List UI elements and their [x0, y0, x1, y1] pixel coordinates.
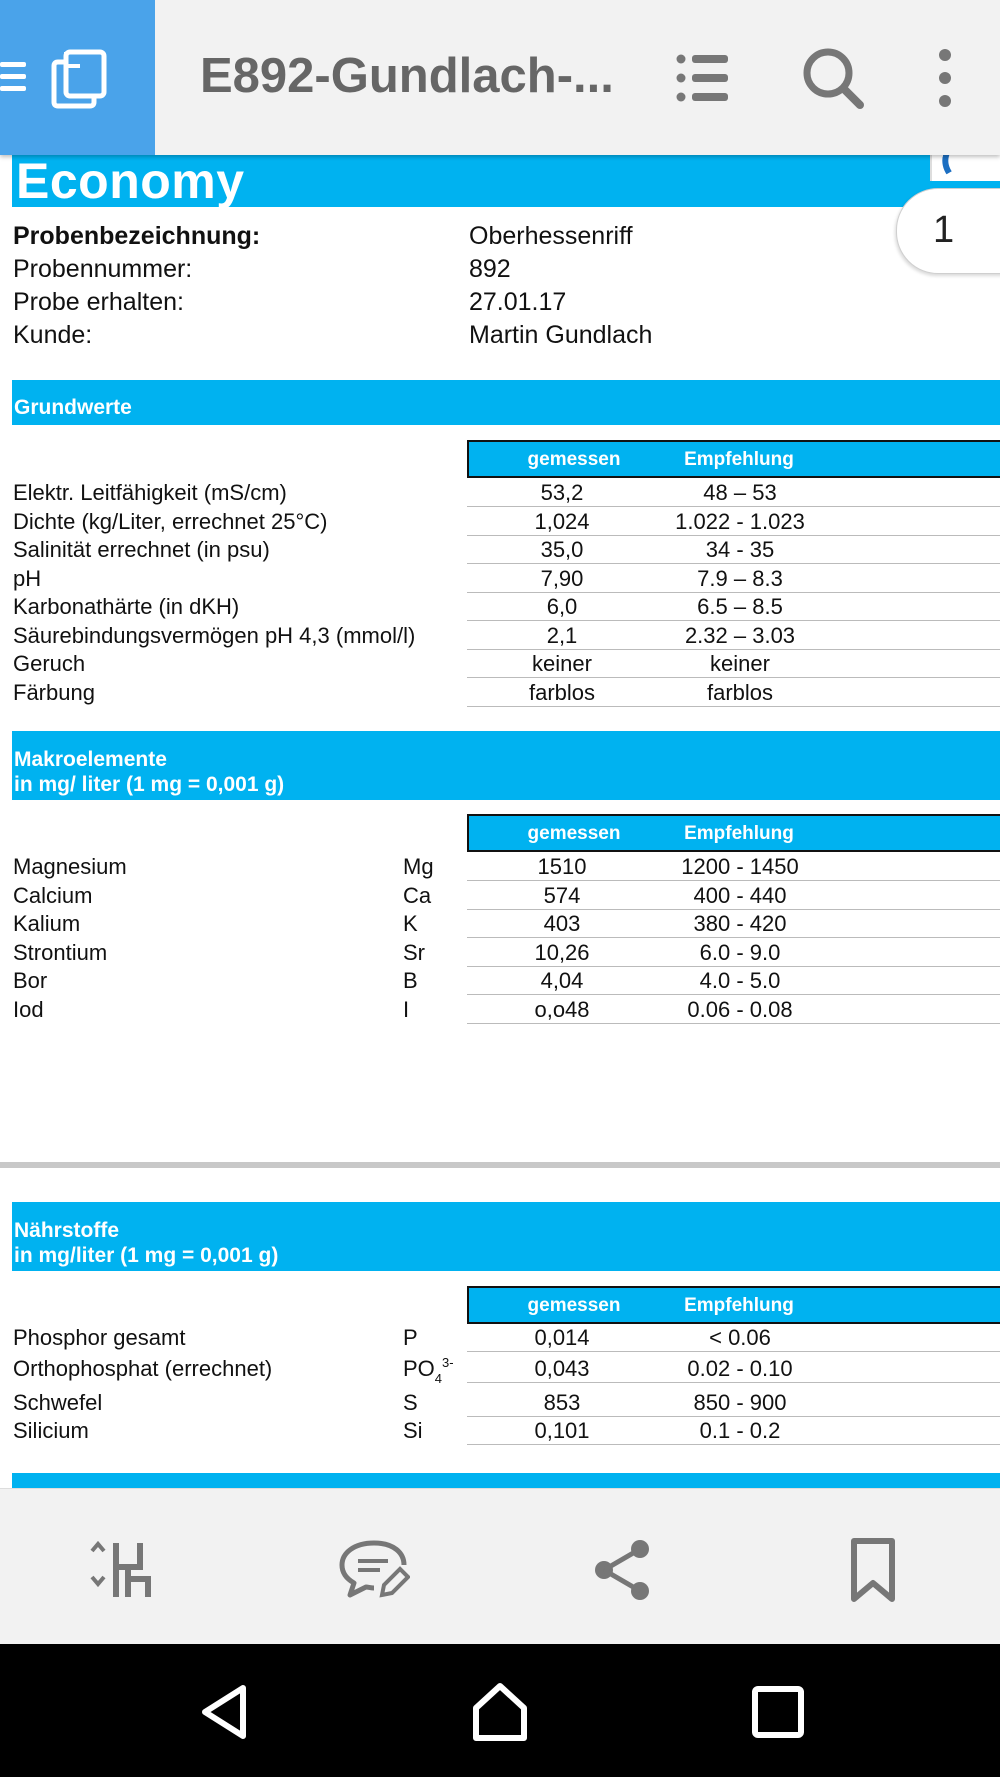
row-label: Salinität errechnet (in psu)	[13, 537, 270, 562]
row-label: Säurebindungsvermögen pH 4,3 (mmol/l)	[13, 622, 416, 648]
row-label: Orthophosphat (errechnet)	[13, 1356, 273, 1381]
element-symbol	[403, 1390, 418, 1416]
measured-value: o,o48	[534, 996, 590, 1022]
table-row	[0, 1417, 1000, 1445]
measured-value: 0,014	[534, 1325, 590, 1350]
symbol-text: Mg	[403, 854, 434, 879]
table-row	[0, 622, 1000, 650]
share-icon[interactable]	[590, 1537, 660, 1603]
row-label: Elektr. Leitfähigkeit (mS/cm)	[13, 480, 287, 505]
recommended-value: keiner	[710, 651, 770, 676]
row-label: Phosphor gesamt	[13, 1325, 186, 1350]
row-label: Schwefel	[13, 1390, 103, 1415]
row-label: Calcium	[13, 882, 93, 908]
measured-value: 35,0	[540, 537, 584, 562]
element-symbol	[403, 1355, 454, 1386]
document-viewer[interactable]	[0, 155, 1000, 1490]
recents-icon[interactable]	[748, 1682, 808, 1742]
symbol-subscript: 4	[434, 1371, 443, 1386]
economy-title: Economy	[16, 155, 245, 209]
recommended-value: 0.02 - 0.10	[687, 1356, 793, 1381]
info-label: Probennummer:	[13, 255, 193, 283]
table-row	[0, 1324, 1000, 1352]
row-divider	[467, 1351, 1000, 1352]
recommended-value: 400 - 440	[693, 882, 787, 908]
recommended-value: 380 - 420	[693, 911, 787, 936]
symbol-text: PO	[403, 1356, 435, 1381]
list-icon[interactable]	[670, 45, 736, 111]
recommended-value: 6.0 - 9.0	[699, 939, 781, 965]
measured-value: 403	[543, 911, 581, 936]
recommended-value: 34 - 35	[705, 537, 775, 562]
column-header-measured: gemessen	[527, 823, 621, 844]
table-row	[0, 508, 1000, 536]
element-symbol	[403, 997, 409, 1023]
page-number: 1	[933, 209, 955, 251]
page-number-badge	[896, 188, 1000, 274]
recommended-value: 7.9 – 8.3	[697, 565, 783, 591]
measured-value: 6,0	[546, 594, 578, 619]
search-icon[interactable]	[800, 45, 866, 111]
measured-value: farblos	[528, 679, 596, 705]
row-divider	[467, 1023, 1000, 1024]
recommended-value: 1.022 - 1.023	[675, 508, 805, 534]
symbol-text: B	[403, 968, 418, 993]
symbol-text: P	[403, 1325, 418, 1350]
table-row	[0, 650, 1000, 678]
section-title: Nährstoffe	[14, 1219, 120, 1242]
app-bar	[0, 0, 1000, 155]
row-label: Magnesium	[13, 854, 127, 879]
measured-value: 1,024	[534, 508, 590, 534]
row-divider	[467, 706, 1000, 707]
hamburger-icon[interactable]	[0, 62, 26, 92]
measured-value: 574	[543, 882, 581, 908]
column-header-recommended: Empfehlung	[684, 449, 794, 470]
symbol-text: K	[403, 911, 418, 936]
measured-value: keiner	[532, 651, 592, 676]
document-icon	[50, 48, 110, 110]
recommended-value: 0.1 - 0.2	[699, 1418, 781, 1443]
recommended-value: 0.06 - 0.08	[687, 996, 793, 1022]
info-label: Probe erhalten:	[13, 288, 184, 316]
row-label: Strontium	[13, 939, 108, 965]
measured-value: 7,90	[540, 565, 584, 591]
table-row	[0, 593, 1000, 621]
page-separator	[0, 1162, 1000, 1168]
table-row	[0, 939, 1000, 967]
column-header-recommended: Empfehlung	[684, 823, 794, 844]
measured-value: 10,26	[534, 939, 590, 965]
column-header-measured: gemessen	[527, 449, 621, 470]
table-row	[0, 910, 1000, 938]
row-label: Dichte (kg/Liter, errechnet 25°C)	[13, 508, 328, 534]
table-row	[0, 565, 1000, 593]
section-subtitle: in mg/liter (1 mg = 0,001 g)	[14, 1244, 279, 1267]
row-label: pH	[13, 565, 42, 591]
row-label: Silicium	[13, 1418, 89, 1443]
recommended-value: < 0.06	[709, 1325, 771, 1350]
section-banner-makroelemente	[12, 731, 1000, 800]
table-row	[0, 882, 1000, 910]
document-title: E892-Gundlach-...	[200, 49, 614, 103]
element-symbol	[403, 883, 431, 909]
info-value: Oberhessenriff	[469, 222, 633, 250]
table-row	[0, 1355, 1000, 1386]
symbol-text: S	[403, 1390, 418, 1415]
measured-value: 1510	[537, 854, 587, 879]
info-value: 892	[469, 255, 511, 283]
element-symbol	[403, 940, 425, 966]
element-symbol	[403, 1418, 423, 1444]
bookmark-icon[interactable]	[838, 1537, 908, 1603]
measured-value: 853	[543, 1390, 581, 1415]
column-header-measured: gemessen	[527, 1295, 621, 1316]
system-nav-bar	[0, 1644, 1000, 1777]
table-row	[0, 853, 1000, 881]
section-title: Grundwerte	[14, 396, 132, 419]
element-symbol	[403, 1325, 418, 1351]
recommended-value: 48 – 53	[703, 480, 777, 505]
row-label: Karbonathärte (in dKH)	[13, 594, 240, 619]
info-label: Kunde:	[13, 321, 93, 349]
section-title: Makroelemente	[14, 748, 167, 771]
table-header	[467, 1286, 1000, 1324]
measured-value: 53,2	[540, 480, 584, 505]
back-icon[interactable]	[195, 1682, 255, 1742]
bottom-toolbar	[0, 1488, 1000, 1645]
info-label: Probenbezeichnung:	[13, 222, 261, 250]
reflow-icon[interactable]	[88, 1537, 158, 1603]
row-divider	[467, 1382, 1000, 1383]
recommended-value: 1200 - 1450	[681, 854, 799, 879]
row-label: Kalium	[13, 911, 81, 936]
table-row	[0, 1389, 1000, 1417]
table-row	[0, 479, 1000, 507]
home-icon[interactable]	[470, 1682, 530, 1742]
more-vert-icon[interactable]	[912, 45, 978, 111]
measured-value: 0,101	[534, 1418, 590, 1443]
element-symbol	[403, 911, 418, 937]
recommended-value: 4.0 - 5.0	[699, 968, 781, 993]
column-header-recommended: Empfehlung	[684, 1295, 794, 1316]
info-value: Martin Gundlach	[469, 321, 653, 349]
logo	[930, 155, 1000, 181]
economy-banner	[12, 155, 1000, 207]
recommended-value: 6.5 – 8.5	[697, 594, 783, 619]
row-label: Iod	[13, 996, 44, 1022]
comment-edit-icon[interactable]	[338, 1537, 410, 1603]
table-header	[467, 440, 1000, 478]
recommended-value: 850 - 900	[693, 1390, 787, 1415]
recommended-value: 2.32 – 3.03	[684, 622, 796, 648]
symbol-text: Sr	[403, 939, 425, 965]
symbol-text: Ca	[403, 882, 432, 908]
section-banner-naehrstoffe	[12, 1202, 1000, 1271]
section-subtitle: in mg/ liter (1 mg = 0,001 g)	[14, 773, 285, 796]
row-label: Geruch	[13, 651, 86, 676]
table-row	[0, 679, 1000, 707]
info-value: 27.01.17	[469, 288, 567, 316]
row-label: Bor	[13, 968, 48, 993]
symbol-text: Si	[403, 1418, 423, 1443]
row-label: Färbung	[13, 679, 95, 705]
measured-value: 0,043	[534, 1356, 590, 1381]
table-row	[0, 996, 1000, 1024]
section-banner-grundwerte	[12, 380, 1000, 425]
symbol-superscript: 3-	[442, 1355, 454, 1370]
document-button[interactable]	[0, 0, 155, 155]
row-divider	[467, 1444, 1000, 1445]
measured-value: 4,04	[540, 968, 584, 993]
element-symbol	[403, 968, 418, 994]
symbol-text: I	[403, 996, 410, 1022]
table-header	[467, 814, 1000, 852]
recommended-value: farblos	[706, 679, 774, 705]
element-symbol	[403, 854, 434, 880]
measured-value: 2,1	[546, 622, 578, 648]
table-row	[0, 536, 1000, 564]
table-row	[0, 967, 1000, 995]
